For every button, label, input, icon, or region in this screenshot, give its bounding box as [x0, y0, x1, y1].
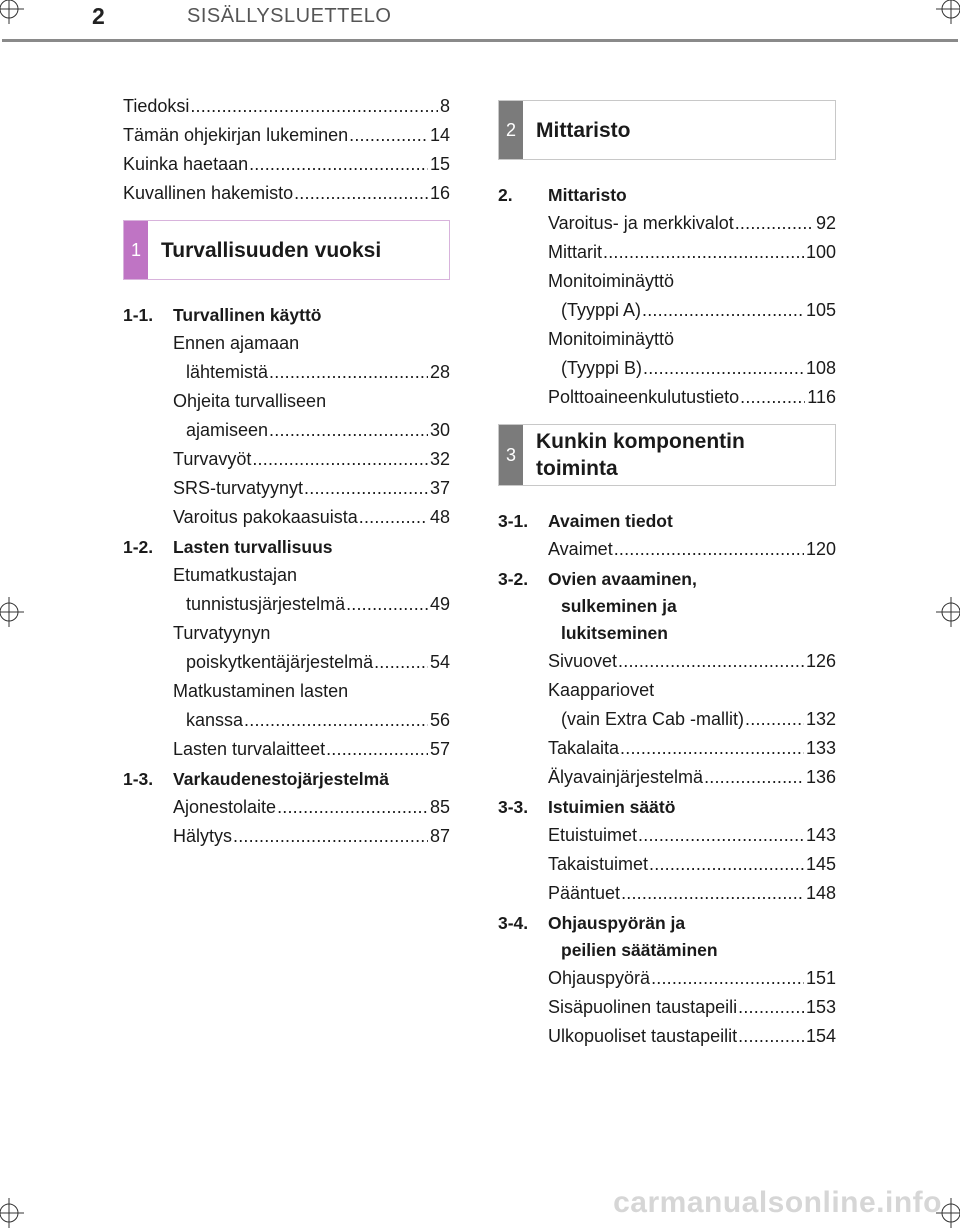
header-divider [2, 39, 958, 42]
toc-entry[interactable]: Ennen ajamaan lähtemistä . . . 28 [173, 329, 450, 387]
toc-entry[interactable]: Kuvallinen hakemisto . . . 16 [123, 179, 450, 208]
crop-mark-mid-left [0, 597, 24, 627]
toc-group-header[interactable]: 1-3. Varkaudenestojärjestelmä [123, 769, 389, 789]
toc-entry[interactable]: Älyavainjärjestelmä . . . 136 [548, 763, 836, 792]
toc-group-header[interactable]: 1-2. Lasten turvallisuus [123, 537, 333, 557]
toc-entry[interactable]: Tiedoksi . . . 8 [123, 92, 450, 121]
toc-entry[interactable]: Polttoaineenkulutustieto . . . 116 [548, 383, 836, 412]
crop-mark-top-right [936, 0, 960, 24]
section-header-3[interactable] [498, 424, 836, 486]
toc-left-column [123, 92, 450, 851]
toc-entry[interactable]: Etumatkustajan tunnistusjärjestelmä . . . 49 [173, 561, 450, 619]
toc-right-column [498, 92, 836, 1051]
toc-entry[interactable]: Kaappariovet (vain Extra Cab -mallit) . . . 132 [548, 676, 836, 734]
section-title: Mittaristo [536, 118, 631, 142]
toc-entry[interactable]: Turvatyynyn poiskytkentäjärjestelmä . . . 54 [173, 619, 450, 677]
toc-group-header[interactable]: 3-1. Avaimen tiedot [498, 511, 673, 531]
toc-entry[interactable]: Kuinka haetaan . . . 15 [123, 150, 450, 179]
toc-group-header[interactable]: 3-4. Ohjauspyörän ja peilien säätäminen [498, 913, 718, 960]
toc-entry[interactable]: Ajonestolaite . . . 85 [173, 793, 450, 822]
section-title: Kunkin komponentin toiminta [536, 430, 745, 480]
toc-entry[interactable]: Turvavyöt . . . 32 [173, 445, 450, 474]
toc-entry[interactable]: Tämän ohjekirjan lukeminen . . . 14 [123, 121, 450, 150]
toc-entry[interactable]: Hälytys . . . 87 [173, 822, 450, 851]
toc-entry[interactable]: Monitoiminäyttö (Tyyppi A) . . . 105 [548, 267, 836, 325]
toc-entry[interactable]: Takalaita . . . 133 [548, 734, 836, 763]
toc-entry[interactable]: Lasten turvalaitteet . . . 57 [173, 735, 450, 764]
toc-entry[interactable]: Sivuovet . . . 126 [548, 647, 836, 676]
toc-entry[interactable]: Ohjauspyörä . . . 151 [548, 964, 836, 993]
section-number: 1 [124, 221, 148, 279]
section-number: 2 [499, 101, 523, 159]
crop-mark-top-left [0, 0, 24, 24]
section-title: Turvallisuuden vuoksi [161, 238, 382, 262]
toc-entry[interactable]: Etuistuimet . . . 143 [548, 821, 836, 850]
toc-entry[interactable]: Mittarit . . . 100 [548, 238, 836, 267]
page-title: SISÄLLYSLUETTELO [187, 5, 392, 27]
section-header-1[interactable] [123, 220, 450, 280]
toc-entry[interactable]: Varoitus pakokaasuista . . . 48 [173, 503, 450, 532]
section-number: 3 [499, 425, 523, 485]
toc-entry[interactable]: Ohjeita turvalliseen ajamiseen . . . 30 [173, 387, 450, 445]
toc-entry[interactable]: Sisäpuolinen taustapeili . . . 153 [548, 993, 836, 1022]
toc-entry[interactable]: Pääntuet . . . 148 [548, 879, 836, 908]
toc-entry[interactable]: Avaimet . . . 120 [548, 535, 836, 564]
crop-mark-mid-right [936, 597, 960, 627]
page-number: 2 [92, 3, 105, 29]
toc-entry[interactable]: Takaistuimet . . . 145 [548, 850, 836, 879]
toc-group-header[interactable]: 3-3. Istuimien säätö [498, 797, 676, 817]
toc-entry[interactable]: Monitoiminäyttö (Tyyppi B) . . . 108 [548, 325, 836, 383]
toc-entry[interactable]: Varoitus- ja merkkivalot . . . 92 [548, 209, 836, 238]
toc-group-header[interactable]: 3-2. Ovien avaaminen, sulkeminen ja lukitseminen [498, 569, 697, 643]
toc-group-header[interactable]: 1-1. Turvallinen käyttö [123, 305, 322, 325]
toc-entry[interactable]: Ulkopuoliset taustapeilit . . . 154 [548, 1022, 836, 1051]
section-header-2[interactable] [498, 100, 836, 160]
toc-entry[interactable]: SRS-turvatyynyt . . . 37 [173, 474, 450, 503]
toc-group-header[interactable]: 2. Mittaristo [498, 185, 627, 205]
toc-entry[interactable]: Matkustaminen lasten kanssa . . . 56 [173, 677, 450, 735]
watermark: carmanualsonline.info [613, 1186, 942, 1219]
